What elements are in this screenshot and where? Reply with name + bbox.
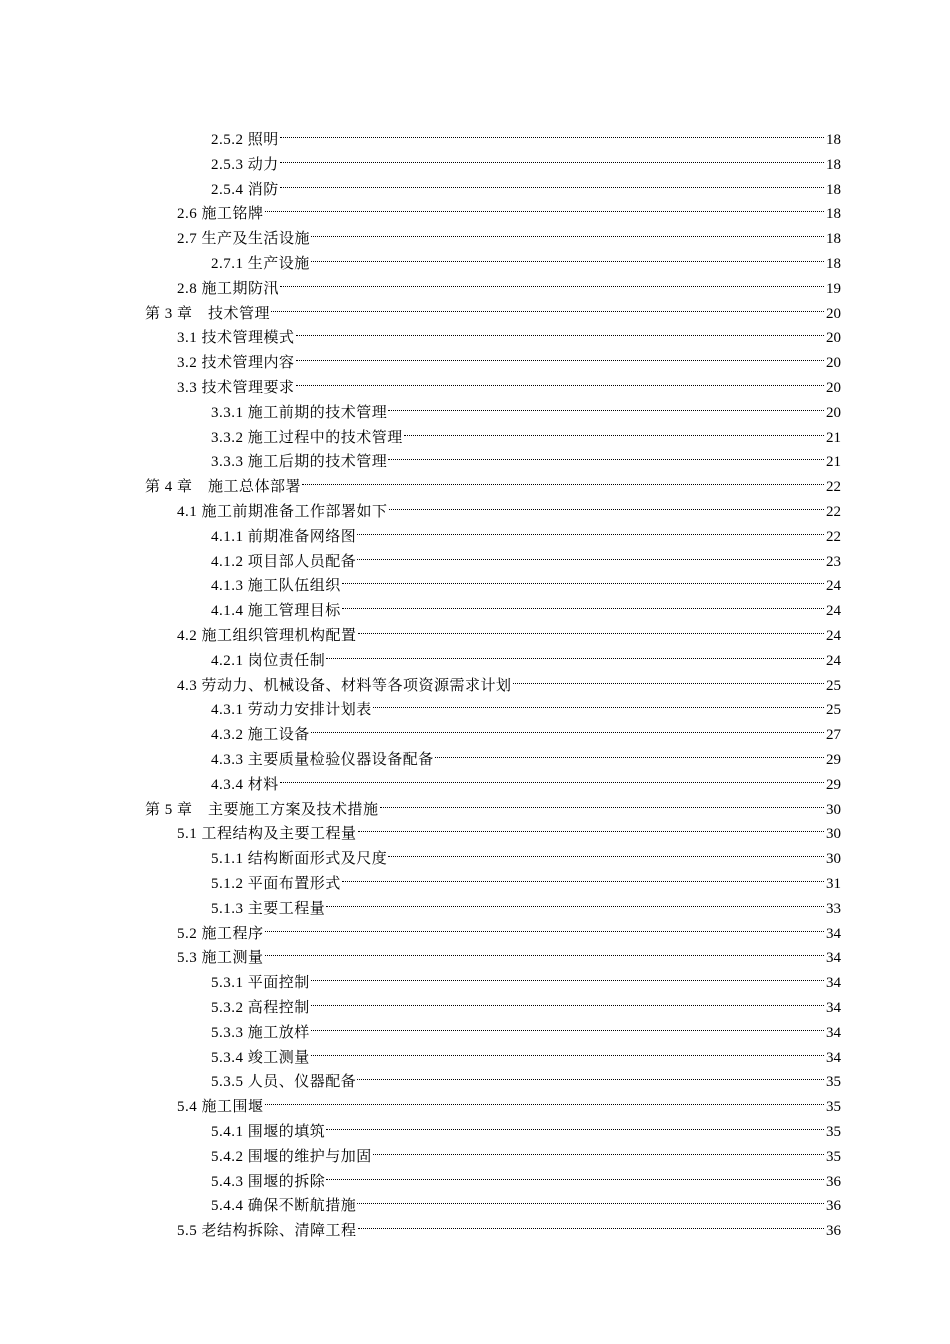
- toc-entry-page-number: 22: [826, 504, 841, 520]
- toc-entry-title: 第 5 章 主要施工方案及技术措施: [145, 801, 379, 818]
- toc-dot-leader: [388, 393, 824, 417]
- toc-entry-title: 2.5.2 照明: [211, 132, 279, 148]
- toc-entry-title: 5.3.4 竣工测量: [211, 1049, 310, 1066]
- toc-entry-page-number: 35: [826, 1074, 841, 1091]
- toc-entry-title: 4.1.3 施工队伍组织: [211, 578, 341, 595]
- toc-dot-leader: [326, 889, 824, 913]
- toc-dot-leader: [311, 715, 824, 739]
- toc-entry-page-number: 34: [826, 1024, 841, 1041]
- toc-entry-page-number: 22: [826, 528, 841, 545]
- toc-entry[interactable]: [211, 963, 841, 992]
- toc-dot-leader: [265, 194, 824, 218]
- toc-entry[interactable]: [177, 343, 841, 372]
- toc-entry[interactable]: [211, 517, 841, 545]
- toc-entry-title: 5.4 施工围堰: [177, 1099, 264, 1116]
- toc-entry[interactable]: [211, 1162, 841, 1190]
- toc-entry-title: 5.3 施工测量: [177, 950, 264, 967]
- toc-dot-leader: [311, 1038, 824, 1062]
- toc-entry[interactable]: [211, 591, 841, 620]
- toc-dot-leader: [296, 318, 824, 342]
- toc-entry[interactable]: [177, 219, 841, 248]
- toc-dot-leader: [326, 1162, 824, 1186]
- toc-entry-page-number: 25: [826, 702, 841, 719]
- toc-entry-page-number: 25: [826, 677, 841, 694]
- toc-dot-leader: [265, 1087, 824, 1111]
- toc-dot-leader: [280, 269, 824, 293]
- toc-entry-page-number: 30: [826, 851, 841, 868]
- toc-entry[interactable]: [211, 542, 841, 570]
- toc-entry-page-number: 36: [826, 1223, 841, 1240]
- toc-entry-page-number: 23: [826, 553, 841, 570]
- toc-dot-leader: [280, 765, 824, 789]
- toc-entry-title: 4.3.1 劳动力安排计划表: [211, 702, 372, 719]
- toc-dot-leader: [357, 517, 824, 541]
- toc-dot-leader: [326, 641, 824, 665]
- toc-entry[interactable]: [177, 1087, 841, 1116]
- toc-entry-title: 4.3.4 材料: [211, 776, 279, 793]
- toc-entry[interactable]: [177, 914, 841, 942]
- toc-entry-page-number: 24: [826, 652, 841, 669]
- toc-entry-page-number: 18: [826, 181, 841, 198]
- toc-dot-leader: [358, 814, 824, 838]
- toc-entry-title: 5.4.3 围堰的拆除: [211, 1173, 326, 1190]
- toc-entry-title: 2.8 施工期防汛: [177, 280, 280, 297]
- toc-entry-title: 4.1.1 前期准备网络图: [211, 528, 357, 545]
- toc-entry[interactable]: [177, 318, 841, 347]
- toc-entry-page-number: 20: [826, 305, 841, 322]
- toc-entry-page-number: 24: [826, 578, 841, 595]
- toc-entry-title: 5.4.1 围堰的填筑: [211, 1124, 326, 1140]
- toc-entry-title: 5.5 老结构拆除、清障工程: [177, 1223, 357, 1240]
- toc-entry-page-number: 18: [826, 206, 841, 223]
- toc-dot-leader: [280, 120, 824, 144]
- toc-entry-page-number: 27: [826, 727, 841, 744]
- toc-dot-leader: [280, 145, 824, 169]
- toc-entry[interactable]: [211, 1137, 841, 1165]
- toc-entry-page-number: 20: [826, 404, 841, 421]
- toc-entry[interactable]: [211, 170, 841, 198]
- toc-entry-title: 3.3.1 施工前期的技术管理: [211, 404, 388, 421]
- toc-entry[interactable]: [177, 368, 841, 396]
- toc-entry-page-number: 31: [826, 876, 841, 892]
- toc-dot-leader: [513, 666, 824, 690]
- toc-entry-page-number: 36: [826, 1173, 841, 1190]
- toc-entry-page-number: 18: [826, 256, 841, 272]
- toc-dot-leader: [271, 294, 824, 318]
- toc-entry-page-number: 33: [826, 900, 841, 917]
- toc-entry[interactable]: [177, 814, 841, 843]
- toc-dot-leader: [265, 914, 824, 938]
- toc-dot-leader: [302, 467, 824, 491]
- toc-entry-title: 5.1.1 结构断面形式及尺度: [211, 851, 388, 868]
- toc-entry-title: 3.3.2 施工过程中的技术管理: [211, 429, 403, 446]
- toc-entry-title: 2.7 生产及生活设施: [177, 231, 311, 248]
- toc-entry-page-number: 35: [826, 1148, 841, 1165]
- toc-dot-leader: [296, 368, 824, 392]
- toc-entry-title: 4.1 施工前期准备工作部署如下: [177, 504, 388, 520]
- toc-entry-title: 4.1.4 施工管理目标: [211, 603, 341, 620]
- toc-entry[interactable]: [177, 616, 841, 644]
- toc-entry-title: 4.2 施工组织管理机构配置: [177, 628, 357, 644]
- toc-entry-title: 2.5.4 消防: [211, 181, 279, 198]
- toc-entry-page-number: 24: [826, 603, 841, 620]
- toc-entry-title: 3.3.3 施工后期的技术管理: [211, 454, 388, 471]
- toc-entry[interactable]: [211, 715, 841, 744]
- toc-entry[interactable]: [211, 988, 841, 1016]
- toc-dot-leader: [296, 343, 824, 367]
- toc-dot-leader: [380, 790, 824, 814]
- toc-entry-title: 5.1.3 主要工程量: [211, 900, 326, 917]
- toc-entry-page-number: 18: [826, 231, 841, 248]
- toc-entry[interactable]: [211, 839, 841, 868]
- toc-entry-title: 2.5.3 动力: [211, 156, 279, 173]
- toc-entry-page-number: 34: [826, 975, 841, 992]
- toc-entry[interactable]: [211, 1038, 841, 1066]
- toc-entry[interactable]: [211, 765, 841, 793]
- toc-dot-leader: [311, 244, 824, 268]
- toc-entry-page-number: 29: [826, 776, 841, 793]
- toc-entry[interactable]: [211, 740, 841, 768]
- toc-dot-leader: [280, 170, 824, 194]
- toc-entry-page-number: 20: [826, 330, 841, 347]
- toc-entry[interactable]: [211, 1062, 841, 1091]
- toc-entry[interactable]: [145, 790, 841, 818]
- toc-entry[interactable]: [211, 244, 841, 272]
- toc-dot-leader: [373, 690, 824, 714]
- toc-entry-title: 2.6 施工铭牌: [177, 206, 264, 223]
- toc-dot-leader: [342, 566, 824, 590]
- toc-entry-title: 2.7.1 生产设施: [211, 256, 310, 272]
- toc-entry-title: 5.1 工程结构及主要工程量: [177, 826, 357, 843]
- toc-dot-leader: [326, 1112, 824, 1136]
- toc-entry[interactable]: [145, 467, 841, 496]
- toc-entry[interactable]: [211, 145, 841, 173]
- toc-dot-leader: [357, 542, 824, 566]
- toc-entry-page-number: 20: [826, 380, 841, 396]
- toc-entry[interactable]: [211, 418, 841, 446]
- toc-entry-page-number: 30: [826, 801, 841, 818]
- toc-entry-title: 第 3 章 技术管理: [145, 305, 271, 322]
- toc-dot-leader: [311, 963, 824, 987]
- toc-entry-title: 4.1.2 项目部人员配备: [211, 553, 357, 570]
- toc-entry-title: 4.3.3 主要质量检验仪器设备配备: [211, 752, 434, 768]
- toc-entry-page-number: 21: [826, 429, 841, 446]
- toc-entry-title: 4.3.2 施工设备: [211, 727, 310, 744]
- toc-entry-title: 3.1 技术管理模式: [177, 330, 295, 347]
- toc-dot-leader: [388, 839, 824, 863]
- toc-entry[interactable]: [211, 1112, 841, 1140]
- toc-entry-page-number: 34: [826, 1049, 841, 1066]
- toc-entry[interactable]: [211, 889, 841, 917]
- toc-dot-leader: [435, 740, 824, 764]
- toc-dot-leader: [342, 591, 824, 615]
- toc-entry[interactable]: [177, 1211, 841, 1240]
- toc-entry-page-number: 18: [826, 156, 841, 173]
- toc-entry-title: 5.3.3 施工放样: [211, 1024, 310, 1041]
- toc-entry-page-number: 34: [826, 925, 841, 942]
- toc-dot-leader: [388, 442, 824, 466]
- toc-entry-title: 5.3.2 高程控制: [211, 1000, 310, 1016]
- toc-entry-title: 5.2 施工程序: [177, 925, 264, 942]
- toc-entry[interactable]: [211, 120, 841, 148]
- toc-entry-page-number: 18: [826, 132, 841, 148]
- toc-entry-page-number: 30: [826, 826, 841, 843]
- toc-entry-title: 5.1.2 平面布置形式: [211, 876, 341, 892]
- toc-entry[interactable]: [211, 393, 841, 421]
- toc-entry[interactable]: [177, 269, 841, 297]
- toc-entry-title: 5.3.5 人员、仪器配备: [211, 1074, 357, 1091]
- toc-entry[interactable]: [177, 492, 841, 520]
- toc-entry-page-number: 34: [826, 1000, 841, 1016]
- toc-entry-page-number: 19: [826, 280, 841, 297]
- toc-entry-page-number: 36: [826, 1198, 841, 1215]
- toc-entry[interactable]: [145, 294, 841, 322]
- toc-entry[interactable]: [211, 864, 841, 892]
- toc-dot-leader: [311, 219, 824, 243]
- toc-entry-page-number: 35: [826, 1124, 841, 1140]
- toc-dot-leader: [373, 1137, 824, 1161]
- toc-entry[interactable]: [211, 566, 841, 595]
- toc-dot-leader: [358, 1211, 824, 1235]
- toc-dot-leader: [358, 616, 824, 640]
- toc-dot-leader: [389, 492, 824, 516]
- toc-entry[interactable]: [211, 1013, 841, 1041]
- toc-entry[interactable]: [211, 641, 841, 669]
- toc-entry-title: 4.2.1 岗位责任制: [211, 652, 326, 669]
- toc-entry[interactable]: [177, 194, 841, 223]
- toc-dot-leader: [311, 988, 824, 1012]
- toc-dot-leader: [357, 1062, 824, 1086]
- toc-entry-page-number: 21: [826, 454, 841, 471]
- toc-dot-leader: [265, 938, 824, 962]
- toc-dot-leader: [357, 1186, 824, 1210]
- toc-entry[interactable]: [211, 690, 841, 719]
- toc-dot-leader: [311, 1013, 824, 1037]
- toc-entry[interactable]: [211, 442, 841, 471]
- toc-entry-title: 第 4 章 施工总体部署: [145, 479, 302, 496]
- toc-entry-title: 5.4.2 围堰的维护与加固: [211, 1148, 372, 1165]
- toc-entry-title: 5.3.1 平面控制: [211, 975, 310, 992]
- toc-entry[interactable]: [177, 666, 841, 694]
- toc-dot-leader: [404, 418, 824, 442]
- toc-entry-title: 3.3 技术管理要求: [177, 380, 295, 396]
- toc-entry-page-number: 29: [826, 752, 841, 768]
- toc-entry-title: 5.4.4 确保不断航措施: [211, 1198, 357, 1215]
- toc-entry-page-number: 22: [826, 479, 841, 496]
- toc-entry-page-number: 34: [826, 950, 841, 967]
- toc-entry[interactable]: [177, 938, 841, 967]
- toc-entry-title: 4.3 劳动力、机械设备、材料等各项资源需求计划: [177, 677, 512, 694]
- toc-entry-page-number: 24: [826, 628, 841, 644]
- toc-dot-leader: [342, 864, 824, 888]
- toc-entry-page-number: 20: [826, 355, 841, 372]
- toc-entry[interactable]: [211, 1186, 841, 1215]
- toc-entry-page-number: 35: [826, 1099, 841, 1116]
- toc-entry-title: 3.2 技术管理内容: [177, 355, 295, 372]
